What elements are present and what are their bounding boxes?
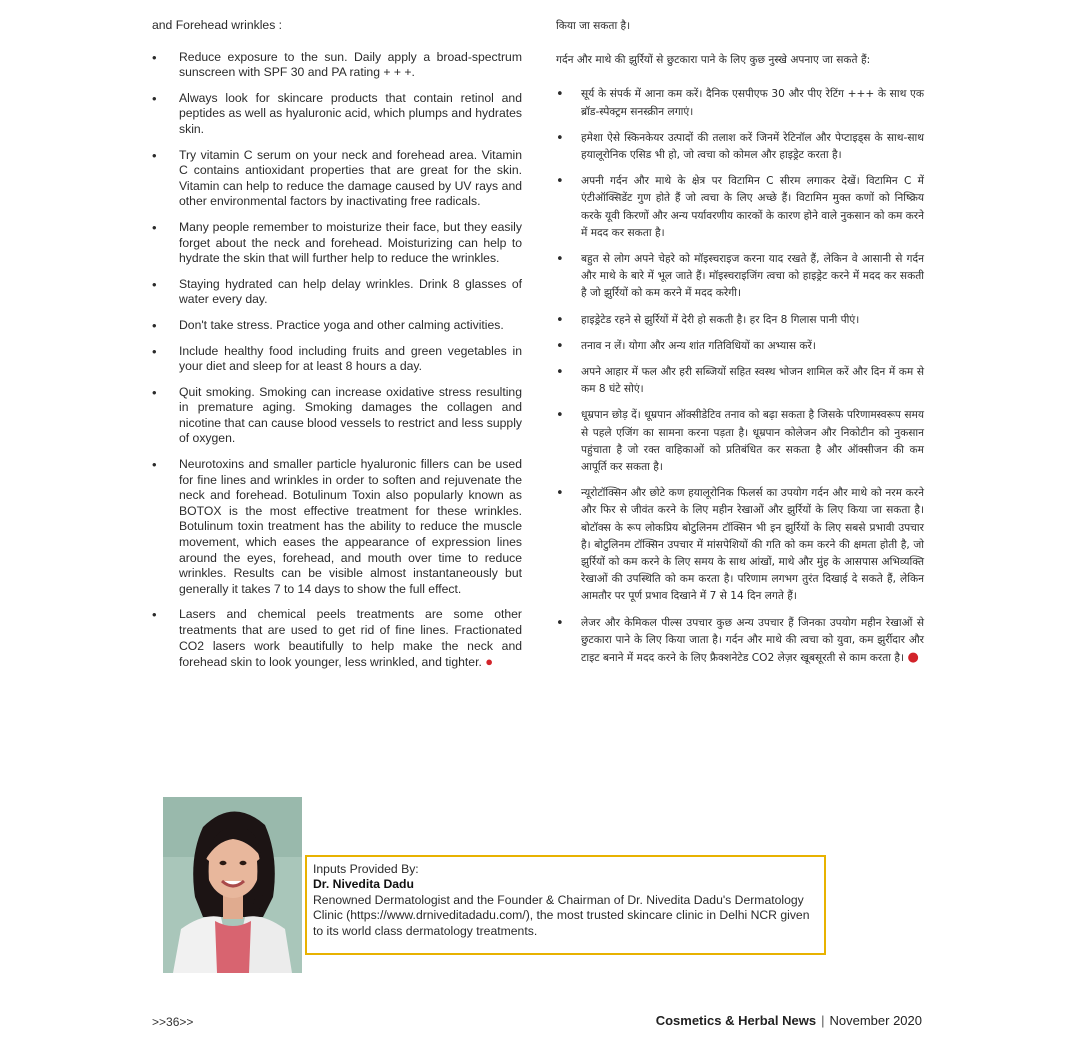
hindi-column	[556, 18, 924, 676]
list-item: • लेजर और केमिकल पील्स उपचार कुछ अन्य उपचार हैं जिनका उपयोग महीन रेखाओं से छुटकारा पाने के लिए किया जाता है। गर्दन और माथे की त्वचा को युवा, कम झुर्रीदार और टाइट बनाने में मदद करने के लिए फ्रैक्शनेटेड CO2 लेज़र खूबसूरती से काम करता है। ●	[556, 615, 924, 666]
bullet-icon: •	[556, 312, 564, 328]
bullet-icon: •	[152, 147, 157, 163]
bullet-icon: •	[556, 365, 564, 381]
bullet-icon: •	[556, 130, 564, 146]
bullet-icon: •	[152, 607, 157, 623]
list-item: • Many people remember to moisturize their face, but they easily forget about the neck and forehead. Moisturizing can help to hydrate the skin that will further help to reduce the wrinkles.	[152, 219, 522, 266]
list-item: • Don't take stress. Practice yoga and other calming activities.	[152, 317, 504, 333]
bullet-icon: •	[152, 219, 157, 235]
footer-separator: |	[821, 1013, 825, 1028]
bullet-icon: •	[152, 90, 157, 106]
list-item: • बहुत से लोग अपने चेहरे को मॉइस्चराइज करना याद रखते हैं, लेकिन वे आसानी से गर्दन और माथे के बारे में भूल जाते हैं। मॉइस्चराइजिंग त्वचा को हाइड्रेट करने में मदद कर सकती है जो झुर्रियों को कम करने में मदद करेगी।	[556, 252, 924, 300]
list-item: • Try vitamin C serum on your neck and forehead area. Vitamin C contains antioxidant properties that are great for the skin. Vitamin can help to reduce the damage caused by UV rays and other environmental factors by inactivating free radicals.	[152, 147, 522, 209]
bullet-icon: •	[556, 486, 564, 502]
issue-date: November 2020	[829, 1013, 922, 1028]
hindi-continuation: किया जा सकता है।	[556, 20, 631, 32]
bullet-icon: •	[556, 87, 564, 103]
list-item: • हाइड्रेटेड रहने से झुर्रियों में देरी हो सकती है। हर दिन 8 गिलास पानी पीएं।	[556, 312, 860, 328]
list-item: • Neurotoxins and smaller particle hyaluronic fillers can be used for fine lines and wrinkles in order to soften and rejuvenate the neck and forehead. Botulinum Toxin also popularly known as BOTOX is the most effective treatment for these wrinkles. Botulinum toxin treatment has the ability to reduce the muscle movement, which eases the appearance of expression lines around the eyes, forehead, and mouth over time to reduce wrinkles. Results can be visible almost instantaneously but generally it takes 7 to 14 days to show the full effect.	[152, 457, 522, 596]
bullet-icon: •	[556, 252, 564, 268]
english-tips-list	[152, 50, 522, 671]
bullet-icon: •	[152, 276, 157, 292]
contributor-box	[305, 855, 826, 955]
magazine-title: Cosmetics & Herbal News	[655, 1013, 817, 1028]
bullet-icon: •	[152, 384, 157, 400]
end-mark-icon: ●	[485, 654, 494, 670]
hindi-intro: गर्दन और माथे की झुर्रियों से छुटकारा पाने के लिए कुछ नुस्खे अपनाए जा सकते हैं:	[556, 54, 871, 67]
contributor-heading: Inputs Provided By:	[313, 862, 419, 876]
page-number: >>36>>	[152, 1015, 194, 1029]
hindi-tips-list	[556, 86, 924, 667]
list-item: • तनाव न लें। योगा और अन्य शांत गतिविधियों का अभ्यास करें।	[556, 338, 816, 354]
publication-footer	[656, 1013, 922, 1028]
list-item: • Always look for skincare products that contain retinol and peptides as well as hyaluronic acid, which plumps and hydrates skin.	[152, 90, 522, 136]
bullet-icon: •	[556, 408, 564, 424]
bullet-icon: •	[152, 317, 157, 333]
portrait-illustration	[163, 797, 302, 973]
bullet-icon: •	[556, 174, 564, 190]
list-item: • न्यूरोटॉक्सिन और छोटे कण हयालूरोनिक फिलर्स का उपयोग गर्दन और माथे को नरम करने और फिर से जीवंत करने के लिए महीन रेखाओं और झुर्रियों के लिए किया जा सकता है। बोटॉक्स के रूप लोकप्रिय बोटुलिनम टॉक्सिन भी इन झुर्रियों के लिए सबसे प्रभावी उपचार है। बोटुलिनम टॉक्सिन उपचार में मांसपेशियों की गति को कम करने की क्षमता होती है, जो झुर्रियों को कम करने के लिए समय के साथ आंखों, माथे और मुंह के आसपास अभिव्यक्ति रेखाओं की उपस्थिति को कम करता है। परिणाम लगभग तुरंत दिखाई दे सकते हैं, लेकिन आमतौर पर पूर्ण प्रभाव दिखाने में 7 से 14 दिन लगते हैं।	[556, 486, 924, 603]
bullet-icon: •	[556, 338, 564, 354]
end-mark-icon: ●	[907, 650, 919, 666]
list-item: • Include healthy food including fruits and green vegetables in your diet and sleep for at least 8 hours a day.	[152, 343, 522, 374]
list-item: • हमेशा ऐसे स्किनकेयर उत्पादों की तलाश करें जिनमें रेटिनॉल और पेप्टाइड्स के साथ-साथ हयालूरोनिक एसिड भी हो, जो त्वचा को कोमल और हाइड्रेट करता है।	[556, 130, 924, 162]
bullet-icon: •	[152, 457, 157, 473]
list-item: • Lasers and chemical peels treatments are some other treatments that are used to get rid of fine lines. Fractionated CO2 lasers work beautifully to help make the neck and forehead skin to look younger, less wrinkled, and tighter. ●	[152, 607, 522, 670]
contributor-name: Dr. Nivedita Dadu	[313, 877, 414, 892]
author-photo	[163, 797, 302, 973]
list-item: • धूम्रपान छोड़ दें। धूम्रपान ऑक्सीडेटिव तनाव को बढ़ा सकता है जिसके परिणामस्वरूप समय से पहले एजिंग का सामना करना पड़ता है। धूम्रपान कोलेजन और निकोटीन को नुकसान पहुंचाता है जो रक्त वाहिकाओं को प्रतिबंधित कर सकता है और ऑक्सीजन की कम आपूर्ति कर सकता है।	[556, 408, 924, 474]
list-item: • Reduce exposure to the sun. Daily apply a broad-spectrum sunscreen with SPF 30 and PA rating + + +.	[152, 49, 522, 80]
list-item: • अपनी गर्दन और माथे के क्षेत्र पर विटामिन C सीरम लगाकर देखें। विटामिन C में एंटीऑक्सिडेंट गुण होते हैं जो त्वचा के लिए अच्छे हैं। विटामिन मुक्त कणों को निष्क्रिय करके यूवी किरणों और अन्य पर्यावरणीय कारकों के कारण होने वाले नुकसान को कम करने में मदद कर सकता है।	[556, 174, 925, 239]
contributor-description: Renowned Dermatologist and the Founder & Chairman of Dr. Nivedita Dadu's Dermatology Clinic (https://www.drniveditadadu.com/), the most trusted skincare clinic in Delhi NCR given to its world class dermatology treatments.	[313, 892, 810, 938]
bullet-icon: •	[152, 49, 157, 65]
bullet-icon: •	[152, 343, 157, 359]
list-item: • अपने आहार में फल और हरी सब्जियों सहित स्वस्थ भोजन शामिल करें और दिन में कम से कम 8 घंटे सोएं।	[556, 365, 924, 396]
list-item: • सूर्य के संपर्क में आना कम करें। दैनिक एसपीएफ 30 और पीए रेटिंग +++ के साथ एक ब्रॉड-स्पेक्ट्रम सनस्क्रीन लगाएं।	[556, 87, 924, 118]
bullet-icon: •	[556, 615, 564, 631]
english-intro: and Forehead wrinkles :	[152, 18, 283, 32]
list-item: • Quit smoking. Smoking can increase oxidative stress resulting in premature aging. Smoking damages the collagen and nicotine that can cause blood vessels to restrict and less supply of oxygen.	[152, 384, 522, 446]
list-item: • Staying hydrated can help delay wrinkles. Drink 8 glasses of water every day.	[152, 276, 522, 307]
english-column	[152, 18, 522, 681]
